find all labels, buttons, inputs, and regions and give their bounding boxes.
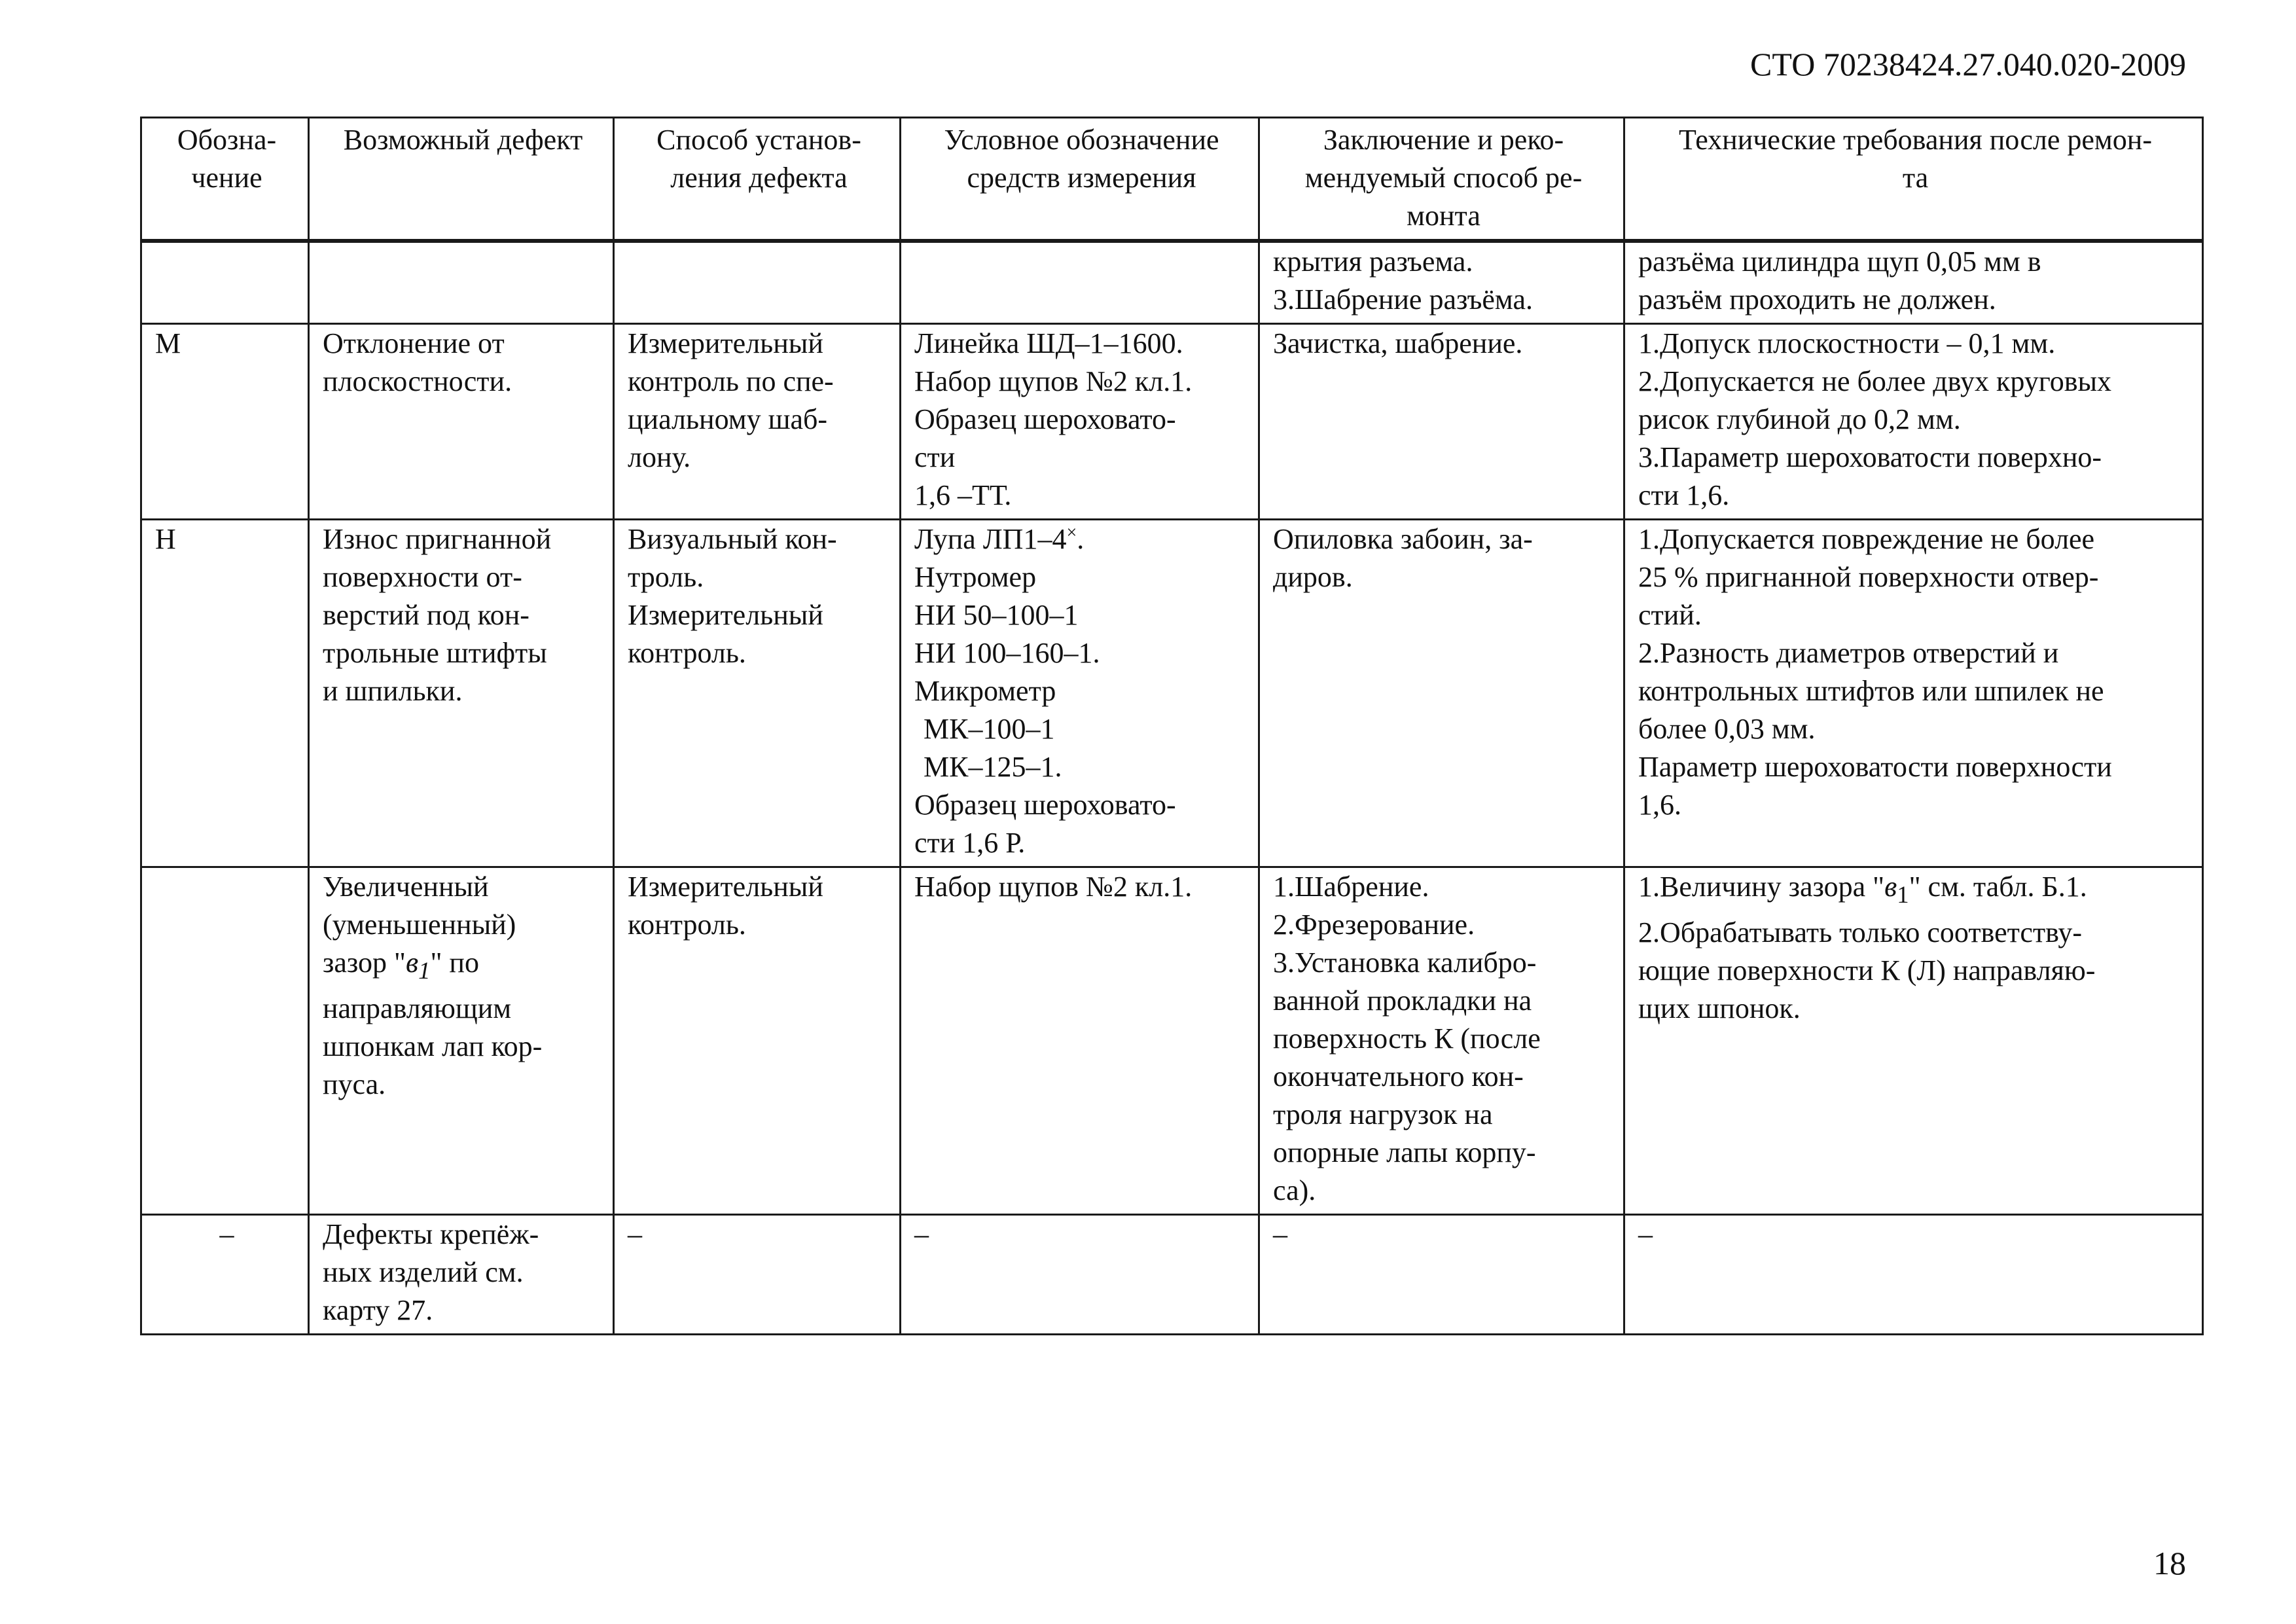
cell-conclusion: крытия разъема. 3.Шабрение разъёма. [1259,241,1624,324]
cell-tools: Набор щупов №2 кл.1. [901,867,1259,1215]
page-number: 18 [2153,1545,2186,1581]
cell-conclusion: Зачистка, шабрение. [1259,324,1624,520]
cell-designation [141,241,309,324]
cell-method [614,241,901,324]
cell-tools: Линейка ШД–1–1600. Набор щупов №2 кл.1. Образец шероховато- сти 1,6 –ТТ. [901,324,1259,520]
table-row [141,867,2203,1215]
cell-method: Измерительный контроль по спе- циальному шаб- лону. [614,324,901,520]
cell-requirements: 1.Допускается повреждение не более 25 % пригнанной поверхности отвер- стий. 2.Разность диаметров отверстий и контрольных штифтов или шпилек не более 0,03 мм. Параметр шероховатости поверхности 1,6. [1624,520,2203,867]
cell-designation [141,867,309,1215]
column-header-requirements: Технические требования после ремон- та [1624,118,2203,242]
table-row [141,241,2203,324]
table-row [141,1215,2203,1335]
column-header-conclusion: Заключение и реко- мендуемый способ ре- монта [1259,118,1624,242]
cell-defect [309,241,614,324]
cell-requirements: – [1624,1215,2203,1335]
cell-tools: – [901,1215,1259,1335]
cell-conclusion: Опиловка забоин, за- диров. [1259,520,1624,867]
cell-requirements: 1.Допуск плоскостности – 0,1 мм. 2.Допускается не более двух круговых рисок глубиной до 0,2 мм. 3.Параметр шероховатости поверхно- сти 1,6. [1624,324,2203,520]
cell-defect: Дефекты крепёж- ных изделий см. карту 27. [309,1215,614,1335]
column-header-measuring-tools: Условное обозначение средств измерения [901,118,1259,242]
table-row [141,324,2203,520]
cell-tools [901,241,1259,324]
cell-method: Измерительный контроль. [614,867,901,1215]
cell-designation: Н [141,520,309,867]
column-header-designation: Обозна- чение [141,118,309,242]
cell-designation: – [141,1215,309,1335]
cell-conclusion: 1.Шабрение. 2.Фрезерование. 3.Установка калибро- ванной прокладки на поверхность К (после окончательного кон- троля нагрузок на опорные лапы корпу- са). [1259,867,1624,1215]
table-row [141,520,2203,867]
cell-requirements: разъёма цилиндра щуп 0,05 мм в разъём проходить не должен. [1624,241,2203,324]
cell-defect: Износ пригнанной поверхности от- верстий под кон- трольные штифты и шпильки. [309,520,614,867]
column-header-detection-method: Способ установ- ления дефекта [614,118,901,242]
cell-designation: М [141,324,309,520]
cell-tools: Лупа ЛП1–4×. Нутромер НИ 50–100–1 НИ 100–160–1. Микрометр МК–100–1 МК–125–1. Образец шероховато- сти 1,6 Р. [901,520,1259,867]
defects-table [140,117,2204,1335]
document-code: СТО 70238424.27.040.020-2009 [1750,46,2186,82]
table-header-row [141,118,2203,242]
cell-requirements: 1.Величину зазора "$в_1$" см. табл. Б.1. 2.Обрабатывать только соответству- ющие поверхности К (Л) направляю- щих шпонок. [1624,867,2203,1215]
cell-defect: Увеличенный (уменьшенный) зазор "$в_1$" по направляющим шпонкам лап кор- пуса. [309,867,614,1215]
cell-method: Визуальный кон- троль. Измерительный контроль. [614,520,901,867]
cell-defect: Отклонение от плоскостности. [309,324,614,520]
column-header-defect: Возможный дефект [309,118,614,242]
cell-method: – [614,1215,901,1335]
cell-conclusion: – [1259,1215,1624,1335]
